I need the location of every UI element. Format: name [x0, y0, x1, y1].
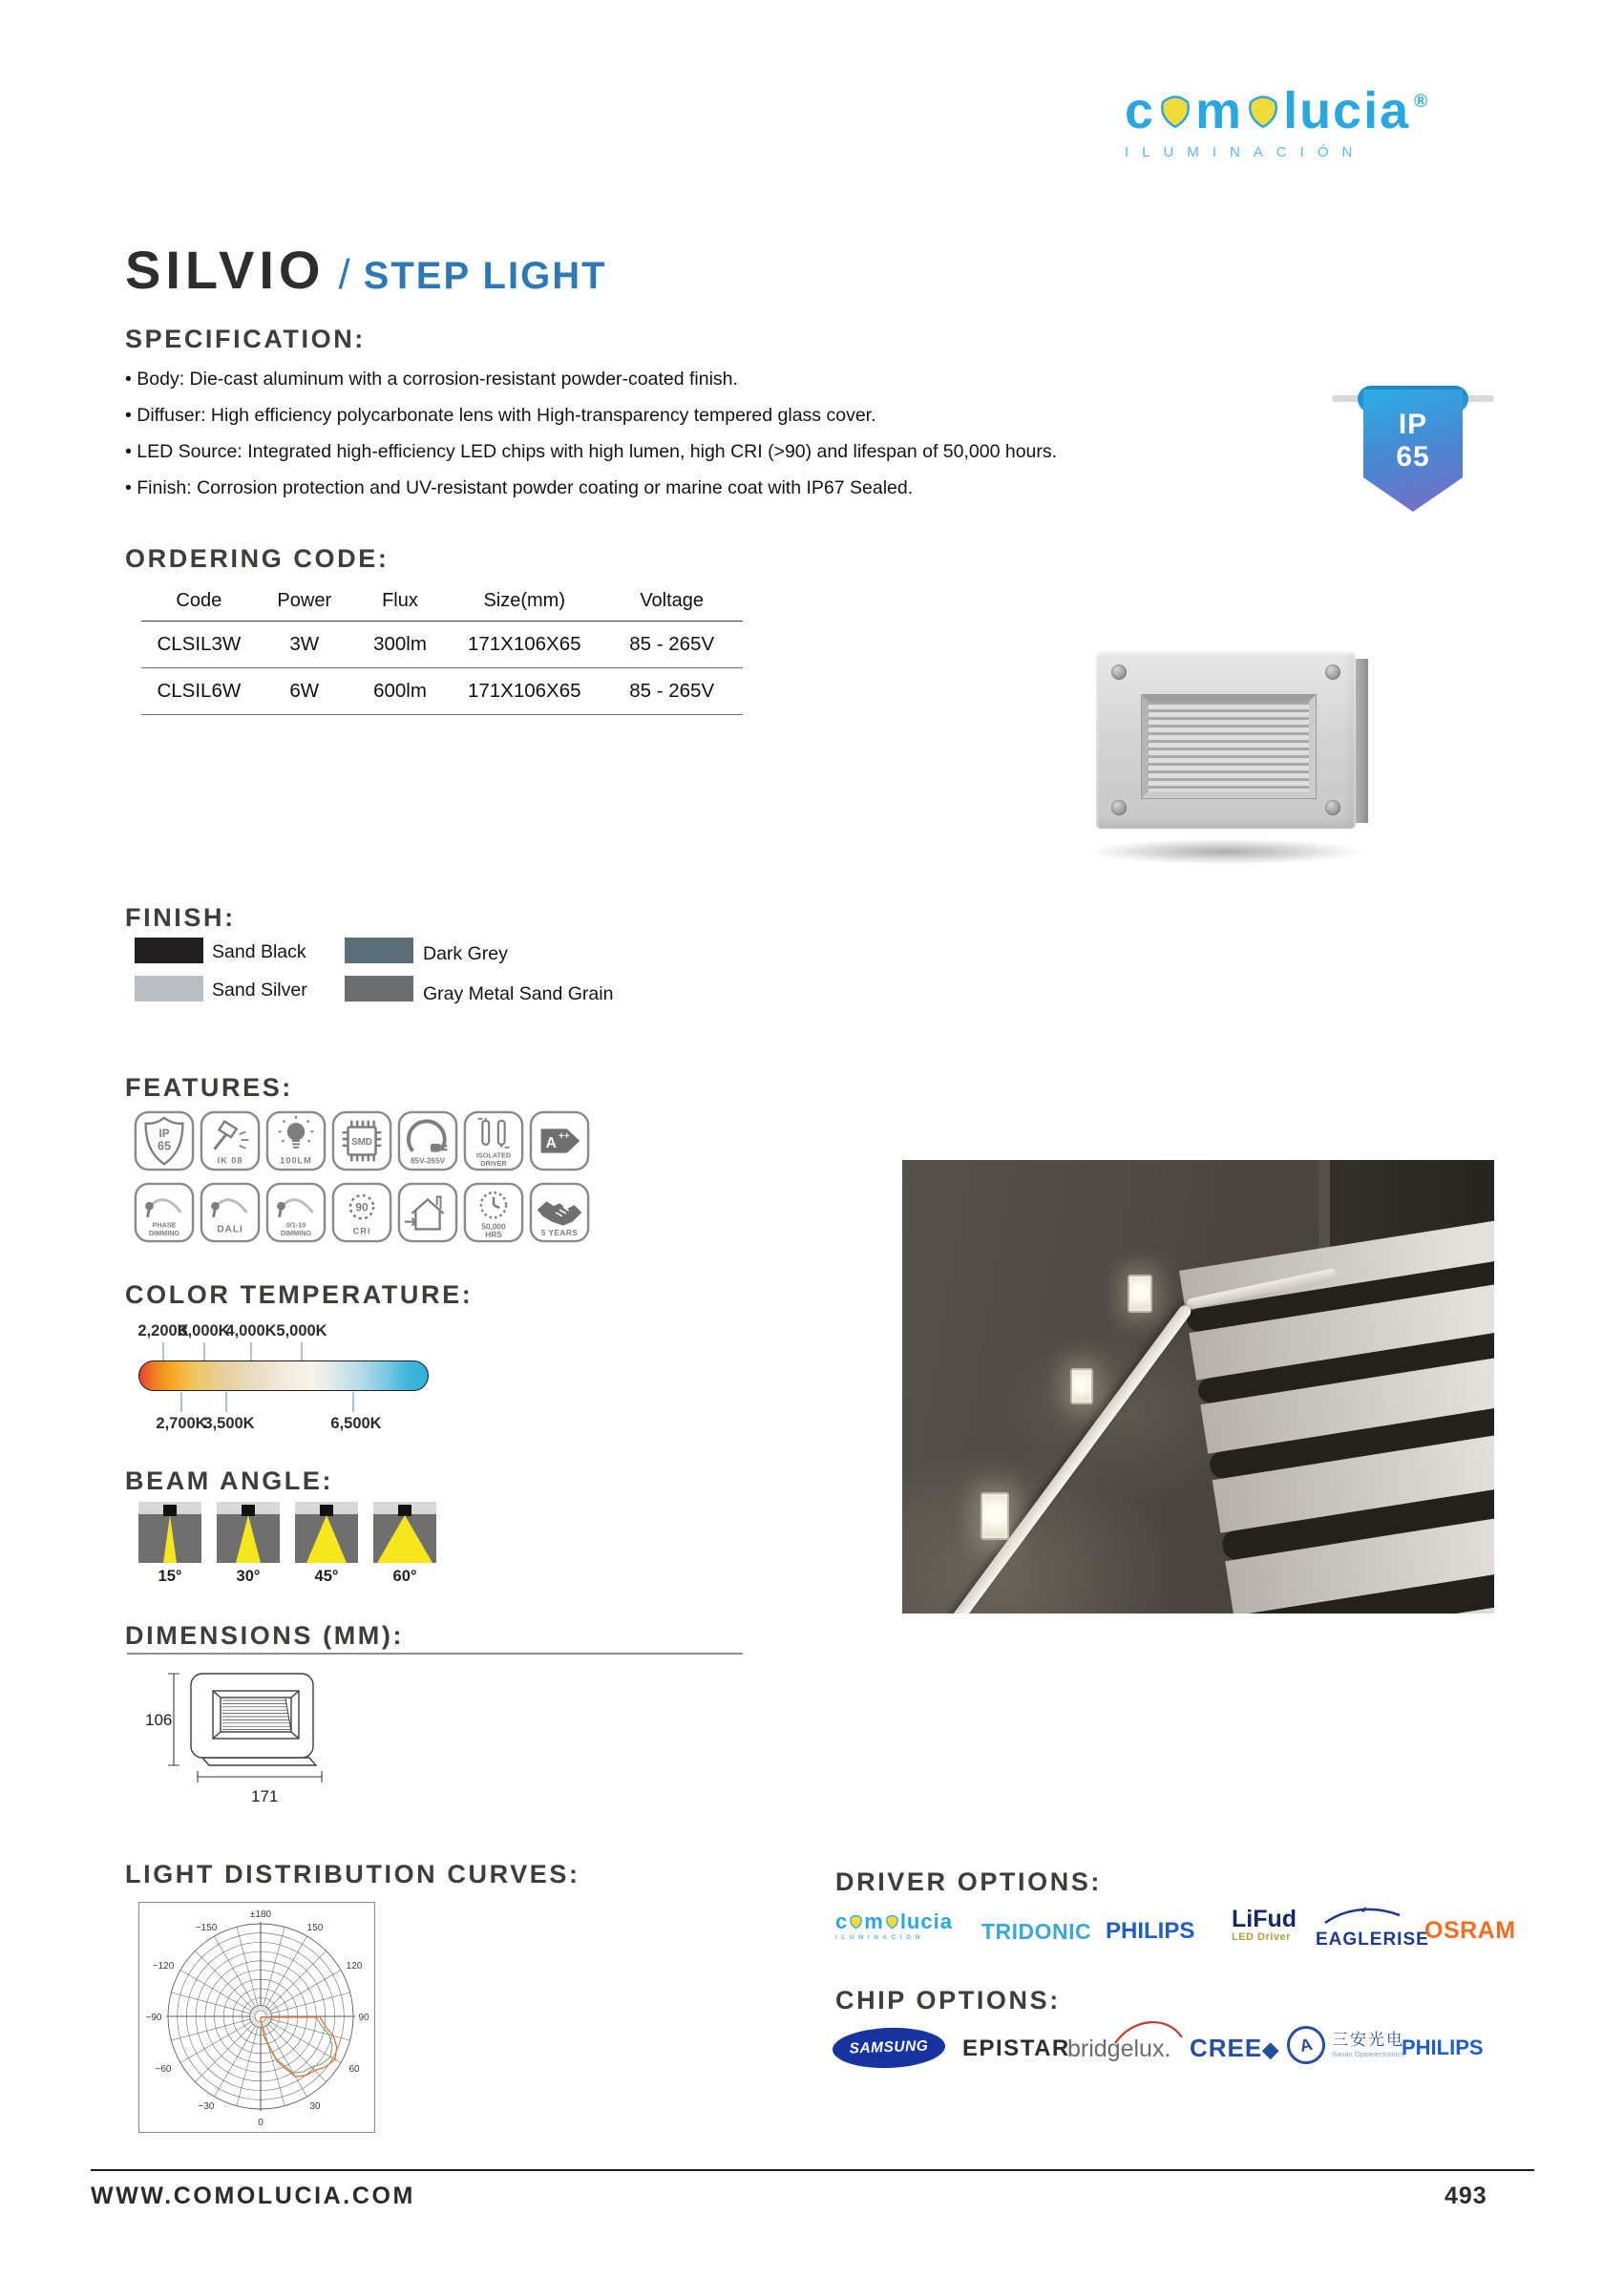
spec-bullet: • LED Source: Integrated high-efficiency LED chips with high lumen, high CRI (>90) and lifespan of 50,000 hours.: [125, 441, 1058, 462]
ct-tick: [301, 1342, 303, 1362]
cell-voltage: 85 - 265V: [629, 680, 715, 702]
table-row: [141, 622, 743, 668]
polar-label: 120: [346, 1961, 363, 1972]
svg-text:50,000: 50,000: [481, 1222, 506, 1232]
samsung-logo: SAMSUNG: [832, 2026, 945, 2070]
polar-label: −120: [152, 1961, 175, 1972]
finish-label: Sand Silver: [212, 980, 307, 1001]
warranty-handshake-icon: [529, 1182, 590, 1243]
polar-label: ±180: [249, 1909, 272, 1920]
beam-45-icon: [295, 1502, 358, 1563]
ordering-table: [141, 580, 743, 715]
product-name: SILVIO: [125, 240, 326, 300]
finish-heading: FINISH:: [125, 903, 236, 932]
bridgelux-arc-icon: [1113, 2016, 1186, 2045]
svg-text:100LM: 100LM: [280, 1155, 312, 1166]
photo-stairs: [1179, 1207, 1494, 1614]
color-temperature-gradient-bar: [138, 1360, 429, 1391]
smd-chip-icon: [331, 1110, 392, 1171]
polar-label: −60: [155, 2064, 172, 2075]
ik08-hammer-icon: [200, 1110, 261, 1171]
svg-text:IP: IP: [158, 1128, 170, 1141]
cell-power: 3W: [289, 633, 320, 655]
isolated-driver-icon: [463, 1110, 524, 1171]
finish-label: Gray Metal Sand Grain: [423, 983, 614, 1004]
ip65-badge: [1332, 380, 1494, 542]
logo-pick-icon: [849, 1913, 863, 1932]
step-light-fixture: [1128, 1275, 1152, 1313]
tridonic-logo: TRIDONIC: [981, 1919, 1092, 1944]
finish-swatch-sand-silver: [135, 976, 203, 1002]
col-voltage: Voltage: [640, 589, 705, 611]
title-separator: /: [338, 251, 350, 298]
ct-tick: [203, 1342, 205, 1362]
page-title: [125, 239, 607, 301]
indoor-house-icon: [397, 1182, 458, 1243]
features-row-1: [134, 1110, 590, 1171]
lumen-bulb-icon: [265, 1110, 327, 1171]
svg-text:SMD: SMD: [351, 1136, 372, 1148]
luminaire-body: [1096, 651, 1356, 829]
polar-label: 0: [258, 2118, 264, 2128]
driver-options-heading: DRIVER OPTIONS:: [835, 1867, 1103, 1896]
svg-text:A: A: [545, 1134, 557, 1151]
logo-letter-c: c: [1125, 82, 1156, 139]
step-light-fixture: [1070, 1368, 1093, 1404]
polar-label: −150: [195, 1923, 218, 1933]
logo-letters-lucia: lucia: [1283, 82, 1411, 139]
ct-label-top: 3,000K: [179, 1322, 230, 1339]
ct-label-bottom: 6,500K: [330, 1415, 382, 1432]
beam-label: 30°: [236, 1568, 261, 1585]
cell-code: CLSIL6W: [157, 680, 242, 702]
ip65-shield-icon: [134, 1110, 195, 1171]
polar-label: 90: [358, 2013, 369, 2023]
beam-angle-icons: [138, 1502, 436, 1563]
badge-65-text: 65: [1396, 441, 1430, 473]
dim-width-label: 171: [251, 1787, 279, 1805]
lifespan-clock-icon: [463, 1182, 524, 1243]
louver-grille: [1142, 695, 1316, 798]
cell-power: 6W: [289, 680, 320, 702]
mini-logo-m: m: [864, 1909, 884, 1933]
polar-label: −90: [145, 2013, 162, 2023]
ct-tick: [250, 1342, 252, 1362]
finish-swatch-dark-grey: [345, 938, 413, 963]
ct-tick: [180, 1392, 182, 1412]
bridgelux-dot: .: [1164, 2035, 1171, 2062]
polar-label: −30: [198, 2101, 215, 2112]
lifud-wordmark: LiFud: [1232, 1906, 1297, 1932]
beam-60-icon: [373, 1502, 436, 1563]
badge-ip-text: IP: [1398, 409, 1428, 440]
comolucia-driver-logo: [835, 1909, 953, 1941]
lifud-logo: [1232, 1908, 1297, 1943]
finish-label: Sand Black: [212, 941, 306, 962]
sanan-english-name: Sanan Optoelectronics: [1332, 2049, 1404, 2058]
beam-30-icon: [217, 1502, 280, 1563]
philips-driver-logo: PHILIPS: [1106, 1918, 1195, 1944]
polar-label: 30: [309, 2101, 321, 2112]
polar-label: 60: [348, 2064, 360, 2075]
finish-swatch-gray-metal: [345, 976, 413, 1002]
brand-logo: [1125, 82, 1535, 160]
distribution-heading: LIGHT DISTRIBUTION CURVES:: [125, 1860, 580, 1888]
light-distribution-chart: [138, 1902, 375, 2133]
dim-height-label: 106: [145, 1711, 173, 1729]
sanan-logo: [1287, 2026, 1404, 2064]
sanan-chinese-name: 三安光电: [1332, 2031, 1404, 2050]
product-category: STEP LIGHT: [363, 255, 607, 297]
beam-angle-labels: [138, 1568, 436, 1586]
polar-label: 150: [306, 1923, 324, 1933]
svg-text:IK 08: IK 08: [217, 1155, 243, 1166]
logo-subtitle: ILUMINACIÓN: [1125, 143, 1366, 160]
logo-pick-icon: [1158, 90, 1192, 137]
footer-divider: [91, 2169, 1534, 2171]
registered-mark: ®: [1414, 91, 1430, 112]
step-light-fixture: [981, 1492, 1009, 1540]
svg-text:++: ++: [559, 1131, 570, 1143]
svg-text:CRI: CRI: [352, 1226, 371, 1236]
luminaire-side: [1356, 659, 1368, 823]
screw-icon: [1325, 800, 1340, 815]
screw-icon: [1325, 664, 1340, 680]
chip-options-heading: CHIP OPTIONS:: [835, 1986, 1061, 2014]
ct-tick: [225, 1392, 227, 1412]
drop-shadow: [1083, 838, 1369, 865]
col-flux: Flux: [382, 589, 418, 611]
col-power: Power: [277, 589, 332, 611]
dali-dimming-icon: [200, 1182, 261, 1243]
beam-angle-heading: BEAM ANGLE:: [125, 1466, 334, 1495]
svg-text:HRS: HRS: [485, 1231, 502, 1240]
epistar-logo: EPISTAR: [962, 2035, 1070, 2061]
phase-dimming-icon: [134, 1182, 195, 1243]
bridgelux-logo: [1067, 2035, 1171, 2063]
ct-tick: [162, 1342, 164, 1362]
finish-swatch-sand-black: [135, 938, 203, 963]
lifud-subtitle: LED Driver: [1232, 1931, 1291, 1943]
cell-size: 171X106X65: [467, 633, 581, 655]
footer-website: WWW.COMOLUCIA.COM: [91, 2183, 415, 2209]
ct-tick: [352, 1392, 354, 1412]
svg-text:65: 65: [157, 1139, 172, 1153]
beam-15-icon: [138, 1502, 201, 1563]
cell-size: 171X106X65: [467, 680, 581, 702]
screw-icon: [1111, 664, 1127, 680]
dimensions-heading: DIMENSIONS (MM):: [125, 1621, 405, 1650]
ct-label-bottom: 3,500K: [203, 1415, 255, 1432]
eaglerise-wordmark: EAGLERISE: [1316, 1930, 1429, 1950]
eaglerise-logo: [1316, 1906, 1429, 1951]
osram-logo: OSRAM: [1424, 1917, 1516, 1944]
product-photo: [1096, 651, 1382, 871]
beam-label: 15°: [158, 1568, 182, 1585]
finish-label: Dark Grey: [423, 943, 508, 964]
svg-text:DRIVER: DRIVER: [480, 1159, 507, 1169]
bridgelux-part1: bridge: [1067, 2035, 1134, 2062]
col-code: Code: [176, 589, 222, 611]
features-row-2: [134, 1182, 590, 1243]
beam-label: 60°: [392, 1568, 417, 1585]
svg-text:ISOLATED: ISOLATED: [475, 1150, 512, 1160]
logo-letter-m: m: [1195, 82, 1244, 139]
logo-pick-icon: [885, 1913, 899, 1932]
divider-line: [127, 1653, 743, 1655]
features-heading: FEATURES:: [125, 1073, 293, 1102]
sanan-a-icon: A: [1283, 2022, 1328, 2067]
svg-text:DALI: DALI: [217, 1224, 243, 1235]
0-1-10-dimming-icon: [265, 1182, 327, 1243]
mini-logo-subtitle: ILUMINACIÓN: [835, 1933, 924, 1941]
eagle-swoosh-icon: [1316, 1906, 1403, 1925]
table-row: [141, 668, 743, 715]
cri90-icon: [331, 1182, 392, 1243]
color-temp-heading: COLOR TEMPERATURE:: [125, 1280, 474, 1309]
ct-label-top: 4,000K: [225, 1322, 277, 1339]
specification-heading: SPECIFICATION:: [125, 325, 366, 353]
svg-text:85V-265V: 85V-265V: [410, 1156, 446, 1166]
philips-chip-logo: PHILIPS: [1402, 2035, 1484, 2059]
svg-text:5 YEARS: 5 YEARS: [540, 1229, 579, 1238]
svg-text:90: 90: [355, 1200, 369, 1214]
ct-label-top: 2,200K: [137, 1322, 189, 1339]
footer-page-number: 493: [1445, 2183, 1487, 2209]
voltage-plug-icon: [397, 1110, 458, 1171]
energy-class-icon: [529, 1110, 590, 1171]
specification-list: [125, 361, 1223, 506]
svg-text:DIMMING: DIMMING: [148, 1229, 180, 1238]
ordering-heading: ORDERING CODE:: [125, 544, 390, 573]
mini-logo-lucia: lucia: [899, 1909, 953, 1933]
cree-logo: [1190, 2034, 1279, 2063]
screw-icon: [1111, 800, 1127, 815]
mini-logo-c: c: [835, 1909, 849, 1933]
cell-flux: 300lm: [373, 633, 427, 655]
cree-diamond-icon: ◆: [1262, 2037, 1280, 2061]
cell-code: CLSIL3W: [157, 633, 242, 655]
stairs-photo: [902, 1160, 1494, 1614]
spec-bullet: • Diffuser: High efficiency polycarbonate lens with High-transparency tempered glass cover.: [125, 405, 876, 426]
ct-label-top: 5,000K: [276, 1322, 327, 1339]
svg-text:PHASE: PHASE: [152, 1220, 177, 1230]
cell-flux: 600lm: [373, 680, 427, 702]
beam-label: 45°: [314, 1568, 339, 1585]
spec-bullet: • Body: Die-cast aluminum with a corrosion-resistant powder-coated finish.: [125, 369, 738, 390]
ct-label-bottom: 2,700K: [156, 1415, 207, 1432]
svg-text:0/1-10: 0/1-10: [285, 1220, 306, 1230]
spec-bullet: • Finish: Corrosion protection and UV-resistant powder coating or marine coat with IP67 Sealed.: [125, 477, 914, 498]
svg-text:DIMMING: DIMMING: [280, 1229, 312, 1238]
cree-wordmark: CREE: [1190, 2034, 1263, 2062]
logo-pick-icon: [1246, 90, 1280, 137]
table-header-row: [141, 580, 743, 622]
dimension-drawing: [143, 1666, 487, 1809]
bridgelux-part2: lux: [1133, 2035, 1165, 2062]
cell-voltage: 85 - 265V: [629, 633, 715, 655]
col-size: Size(mm): [483, 589, 565, 611]
